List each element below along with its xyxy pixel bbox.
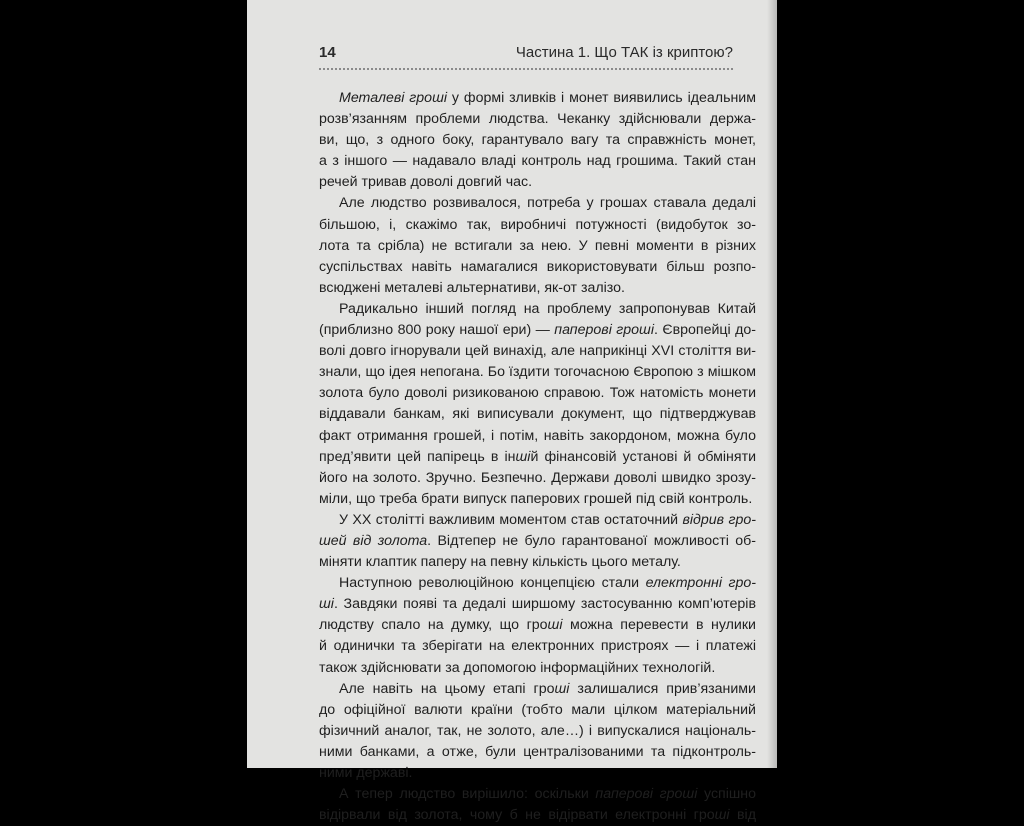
text-line: віддавали банкам, які виписували документ, що підтверджував	[319, 406, 756, 423]
text-line: ними державі.	[319, 765, 413, 781]
text-line: факт отримання грошей, і потім, навіть закордоном, можна було	[319, 427, 756, 444]
text-line: Але навіть на цьому етапі гроші залишалися прив’язаними	[339, 680, 756, 697]
text-line: людству спало на думку, що гроші можна перевести в нулики	[319, 617, 756, 634]
text-line: суспільствах навіть намагалися використовувати більш розпо-	[319, 258, 756, 275]
text-line: У XX столітті важливим моментом став остаточний відрив гро-	[339, 511, 756, 528]
text-line: міняти клаптик паперу на певну кількість цього металу.	[319, 554, 681, 571]
text-line: пред’явити цей папірець в іншій фінансовій установі й обміняти	[319, 448, 756, 465]
text-line: міли, що треба брати випуск паперових грошей під свій контроль.	[319, 490, 753, 507]
running-title: Частина 1. Що ТАК із криптою?	[515, 44, 733, 61]
text-line: золота було доволі ризикованою справою. Тож натомість монети	[319, 385, 756, 402]
text-line: його на золото. Зручно. Безпечно. Держави доволі швидко зрозу-	[319, 469, 756, 486]
text-line: речей тривав доволі довгий час.	[319, 174, 533, 191]
text-line: знали, що ідея непогана. Бо їздити тогочасною Європою з мішком	[319, 364, 756, 381]
text-line: Радикально інший погляд на проблему запропонував Китай	[339, 300, 756, 317]
text-line: до офіційної валюти країни (тобто мали цілком матеріальний	[319, 701, 756, 718]
text-line: Наступною революційною концепцією стали електронні гро-	[339, 575, 756, 592]
text-line: ші. Завдяки появі та дедалі ширшому застосуванню комп’ютерів	[319, 596, 756, 613]
text-line: (приблизно 800 року нашої ери) — паперові гроші. Європейці до-	[319, 322, 757, 339]
text-line: розв’язанням проблеми людства. Чеканку здійснювали держа-	[319, 111, 756, 128]
text-line: відірвали від золота, чому б не відірвати електронні гроші від	[319, 807, 756, 824]
text-line: А тепер людство вирішило: оскільки паперові гроші успішно	[339, 786, 756, 803]
text-line: всюджені металеві альтернативи, як-от залізо.	[319, 279, 625, 296]
running-head	[319, 44, 733, 66]
text-line: лота та срібла) не встигали за нею. У певні моменти в різних	[319, 237, 756, 254]
text-line: шей від золота. Відтепер не було гарантованої можливості об-	[319, 532, 757, 549]
page-edge-shadow	[767, 0, 777, 768]
body-text	[319, 88, 756, 826]
text-line: Але людство розвивалося, потреба у грошах ставала дедалі	[339, 195, 756, 212]
text-line: а з іншого — надавало владі контроль над грошима. Такий стан	[319, 153, 756, 170]
text-line: також здійснювати за допомогою інформаційних технологій.	[319, 659, 716, 676]
text-line: ними банками, а отже, були централізованими та підконтроль-	[319, 743, 756, 760]
text-line: й одинички та зберігати на електронних пристроях — і платежі	[319, 638, 756, 655]
text-line: Металеві гроші у формі зливків і монет виявились ідеальним	[339, 90, 756, 106]
book-page	[247, 0, 777, 824]
header-divider	[319, 68, 733, 70]
text-line: ви, що, з одного боку, гарантувало вагу та справжність монет,	[319, 132, 756, 149]
text-line: волі довго ігнорували цей винахід, але наприкінці XVI століття ви-	[319, 343, 756, 360]
text-line: фізичний аналог, так, не золото, але…) і випускалися національ-	[319, 722, 756, 739]
page-number: 14	[319, 44, 336, 61]
text-line: більшою, і, скажімо так, виробничі потужності (видобуток зо-	[319, 216, 756, 233]
